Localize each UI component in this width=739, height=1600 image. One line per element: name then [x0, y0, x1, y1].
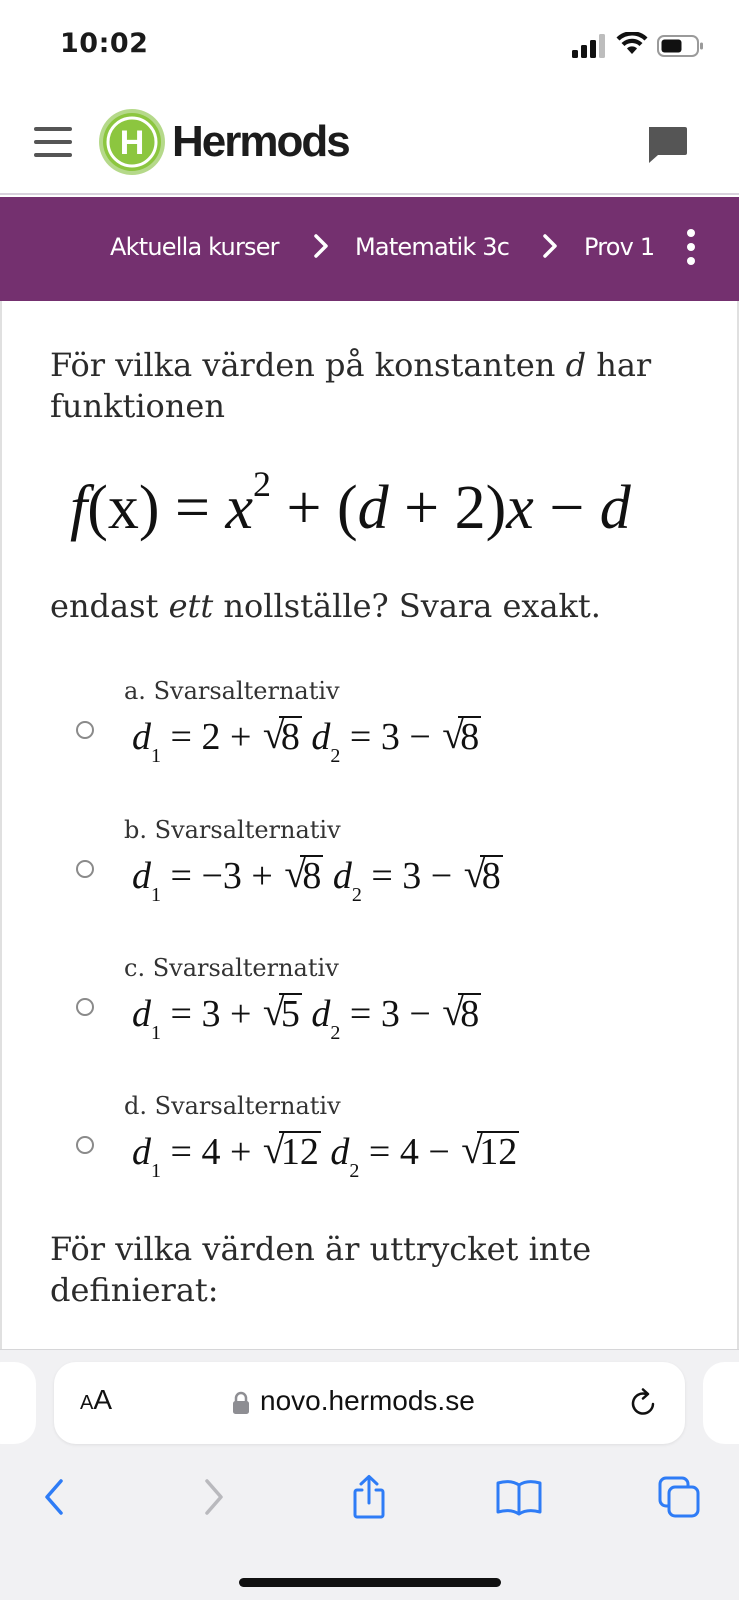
option-math: $d_1 = 4$ + √ 12 $d_2 = 4$ − √ 12 — [132, 1130, 519, 1179]
text-size-button[interactable]: AA — [80, 1384, 113, 1415]
option-math: $d_1 = 3$ + √ 5 $d_2 = 3$ − √ 8 — [132, 992, 481, 1041]
menu-icon[interactable] — [34, 127, 72, 157]
radio-button[interactable] — [76, 998, 94, 1016]
option-label: d. Svarsalternativ — [124, 1092, 341, 1120]
radio-button[interactable] — [76, 860, 94, 878]
answer-option-c[interactable] — [72, 954, 672, 1064]
browser-toolbar — [0, 1349, 739, 1600]
logo-text[interactable]: Hermods — [172, 117, 349, 166]
radio-button[interactable] — [76, 721, 94, 739]
breadcrumb-item-courses[interactable]: Aktuella kurser — [110, 233, 279, 261]
share-icon[interactable] — [344, 1472, 394, 1522]
radio-button[interactable] — [76, 1136, 94, 1154]
previous-tab-preview[interactable] — [0, 1362, 36, 1444]
option-label: a. Svarsalternativ — [124, 677, 340, 705]
url-text[interactable]: novo.hermods.se — [260, 1385, 475, 1416]
status-bar — [0, 0, 739, 95]
breadcrumb — [0, 197, 739, 301]
chevron-right-icon — [541, 233, 559, 259]
chevron-right-icon — [312, 233, 330, 259]
signal-icon — [572, 34, 606, 58]
question-content — [0, 301, 739, 1349]
forward-icon[interactable] — [188, 1472, 238, 1522]
bookmarks-icon[interactable] — [494, 1472, 544, 1522]
answer-option-b[interactable] — [72, 816, 672, 926]
wifi-icon — [616, 32, 648, 56]
question-intro-text2: har funktionen — [50, 346, 652, 425]
battery-icon — [657, 34, 705, 58]
function-formula: $f(x) = x^2 + (d + 2)x - d$ — [70, 464, 631, 542]
lock-icon — [232, 1391, 250, 1415]
logo-letter: H — [119, 124, 145, 162]
answer-option-d[interactable] — [72, 1092, 672, 1202]
chat-icon[interactable] — [646, 125, 688, 165]
app-header — [0, 95, 739, 195]
kebab-icon[interactable] — [685, 229, 697, 265]
question-prompt: endast ett nollställe? Svara exakt. — [50, 587, 601, 625]
logo-badge[interactable] — [98, 108, 166, 176]
question-intro-var: d — [565, 346, 587, 384]
question-intro-text: För vilka värden på konstanten — [50, 346, 566, 384]
navigation-toolbar — [0, 1462, 739, 1542]
breadcrumb-item-course[interactable]: Matematik 3c — [355, 233, 510, 261]
home-indicator[interactable] — [239, 1578, 501, 1587]
option-label: b. Svarsalternativ — [124, 816, 341, 844]
status-time: 10:02 — [60, 28, 149, 59]
answer-option-a[interactable] — [72, 677, 672, 787]
back-icon[interactable] — [30, 1472, 80, 1522]
breadcrumb-item-exam[interactable]: Prov 1 — [584, 233, 655, 261]
option-label: c. Svarsalternativ — [124, 954, 339, 982]
next-question-text: För vilka värden är uttrycket inte definierat: — [50, 1230, 592, 1309]
reload-icon[interactable] — [627, 1387, 659, 1419]
address-bar[interactable] — [54, 1362, 685, 1444]
question-intro — [50, 345, 710, 427]
option-math: $d_1 = -3$ + √ 8 $d_2 = 3$ − √ 8 — [132, 854, 503, 903]
tabs-icon[interactable] — [654, 1472, 704, 1522]
next-tab-preview[interactable] — [703, 1362, 739, 1444]
option-math: $d_1 = 2$ + √ 8 $d_2 = 3$ − √ 8 — [132, 715, 481, 764]
